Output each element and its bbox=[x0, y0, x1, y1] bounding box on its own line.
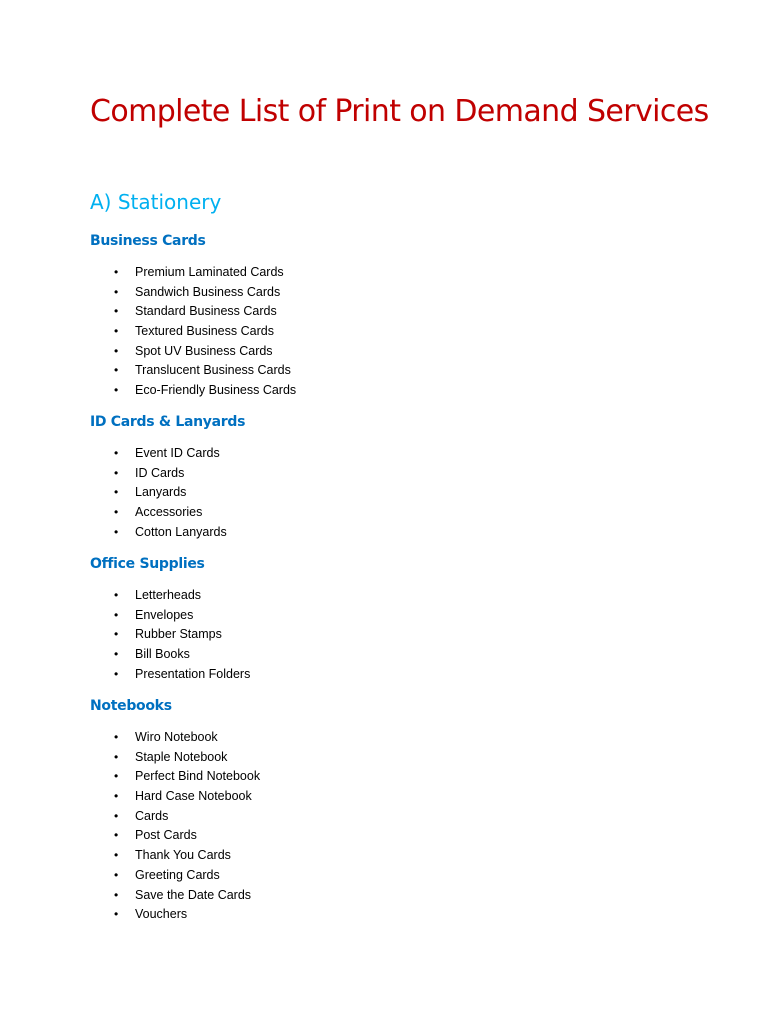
list-item-text: Premium Laminated Cards bbox=[135, 265, 284, 279]
list-item-text: Cotton Lanyards bbox=[135, 524, 227, 539]
list-item bbox=[90, 787, 690, 807]
bullet-icon: • bbox=[114, 730, 119, 744]
list-item bbox=[90, 728, 690, 748]
list-item-text: Lanyards bbox=[135, 485, 187, 500]
list-item bbox=[90, 283, 690, 303]
list-item-text: Cards bbox=[135, 808, 169, 823]
list-item-text: Spot UV Business Cards bbox=[135, 343, 273, 358]
list-item-text: Rubber Stamps bbox=[135, 627, 222, 642]
list-item-text: Event ID Cards bbox=[135, 446, 220, 460]
bullet-icon: • bbox=[114, 769, 119, 784]
bullet-icon: • bbox=[114, 666, 119, 681]
bullet-icon: • bbox=[114, 284, 119, 299]
list-item bbox=[90, 665, 690, 685]
bullet-icon: • bbox=[114, 867, 119, 882]
bullet-icon: • bbox=[114, 627, 119, 642]
document-title: Complete List of Print on Demand Services bbox=[90, 94, 709, 129]
section-heading: Business Cards bbox=[90, 233, 206, 249]
list-item bbox=[90, 767, 690, 787]
list-item-text: ID Cards bbox=[135, 465, 185, 480]
list-item bbox=[90, 302, 690, 322]
list-item-text: Standard Business Cards bbox=[135, 304, 277, 319]
bullet-icon: • bbox=[114, 607, 119, 622]
list-item-text: Vouchers bbox=[135, 907, 188, 922]
bullet-icon: • bbox=[114, 465, 119, 480]
section-heading: Notebooks bbox=[90, 698, 172, 714]
list-item bbox=[90, 483, 690, 503]
list-item bbox=[90, 866, 690, 886]
list-item bbox=[90, 586, 690, 606]
bullet-list bbox=[90, 263, 690, 401]
bullet-icon: • bbox=[114, 505, 119, 520]
bullet-icon: • bbox=[114, 588, 119, 602]
bullet-icon: • bbox=[114, 789, 119, 804]
list-item-text: Post Cards bbox=[135, 828, 197, 843]
list-item bbox=[90, 645, 690, 665]
list-item-text: Perfect Bind Notebook bbox=[135, 769, 261, 784]
bullet-icon: • bbox=[114, 647, 119, 662]
bullet-icon: • bbox=[114, 383, 119, 398]
list-item bbox=[90, 464, 690, 484]
list-item-text: Sandwich Business Cards bbox=[135, 284, 281, 299]
bullet-icon: • bbox=[114, 524, 119, 539]
list-item-text: Thank You Cards bbox=[135, 848, 231, 863]
list-item-text: Textured Business Cards bbox=[135, 324, 274, 339]
list-item-text: Bill Books bbox=[135, 647, 190, 662]
bullet-icon: • bbox=[114, 265, 119, 279]
list-item bbox=[90, 846, 690, 866]
bullet-icon: • bbox=[114, 343, 119, 358]
list-item bbox=[90, 826, 690, 846]
list-item bbox=[90, 606, 690, 626]
list-item-text: Envelopes bbox=[135, 607, 194, 622]
list-item-text: Hard Case Notebook bbox=[135, 789, 252, 804]
list-item-text: Greeting Cards bbox=[135, 867, 220, 882]
bullet-icon: • bbox=[114, 848, 119, 863]
bullet-icon: • bbox=[114, 887, 119, 902]
list-item bbox=[90, 625, 690, 645]
list-item-text: Presentation Folders bbox=[135, 666, 251, 681]
list-item bbox=[90, 381, 690, 401]
section-business-cards bbox=[90, 232, 690, 401]
bullet-icon: • bbox=[114, 828, 119, 843]
bullet-icon: • bbox=[114, 749, 119, 764]
list-item bbox=[90, 905, 690, 925]
section-heading: ID Cards & Lanyards bbox=[90, 414, 246, 430]
bullet-icon: • bbox=[114, 304, 119, 319]
bullet-icon: • bbox=[114, 363, 119, 378]
list-item-text: Letterheads bbox=[135, 588, 202, 602]
list-item bbox=[90, 503, 690, 523]
list-item bbox=[90, 886, 690, 906]
list-item bbox=[90, 748, 690, 768]
bullet-icon: • bbox=[114, 485, 119, 500]
list-item bbox=[90, 322, 690, 342]
list-item bbox=[90, 342, 690, 362]
bullet-icon: • bbox=[114, 907, 119, 922]
list-item-text: Accessories bbox=[135, 505, 203, 520]
stationery-heading: A) Stationery bbox=[90, 190, 222, 214]
list-item-text: Staple Notebook bbox=[135, 749, 228, 764]
list-item-text: Eco-Friendly Business Cards bbox=[135, 383, 297, 398]
section-notebooks bbox=[90, 697, 690, 925]
bullet-list bbox=[90, 728, 690, 925]
section-office-supplies bbox=[90, 555, 690, 684]
section-heading: Office Supplies bbox=[90, 556, 205, 572]
list-item-text: Translucent Business Cards bbox=[135, 363, 291, 378]
bullet-list bbox=[90, 586, 690, 684]
bullet-list bbox=[90, 444, 690, 542]
list-item bbox=[90, 361, 690, 381]
list-item bbox=[90, 523, 690, 543]
list-item-text: Save the Date Cards bbox=[135, 887, 252, 902]
bullet-icon: • bbox=[114, 446, 119, 460]
section-id-cards-lanyards bbox=[90, 413, 690, 542]
bullet-icon: • bbox=[114, 808, 119, 823]
list-item bbox=[90, 807, 690, 827]
list-item-text: Wiro Notebook bbox=[135, 730, 218, 744]
list-item bbox=[90, 263, 690, 283]
list-item bbox=[90, 444, 690, 464]
bullet-icon: • bbox=[114, 324, 119, 339]
